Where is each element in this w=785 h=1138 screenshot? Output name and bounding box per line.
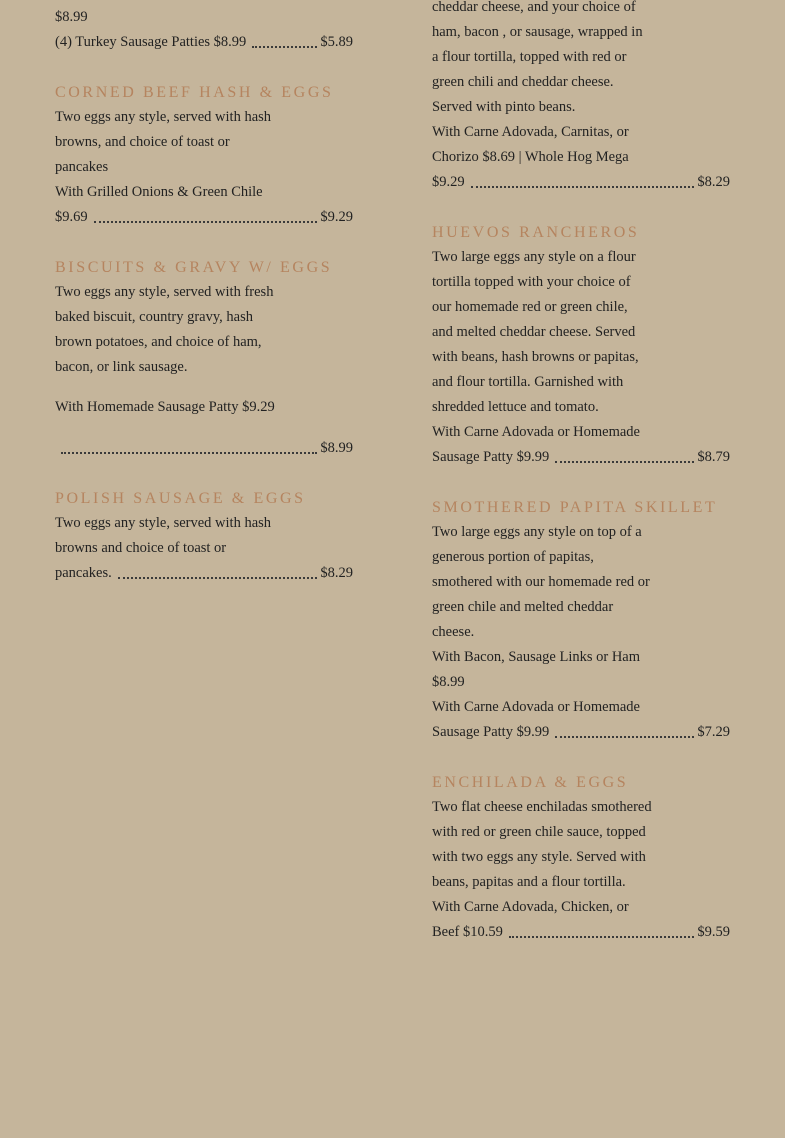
description-line: pancakes: [55, 159, 109, 175]
menu-item-price: $9.59: [697, 924, 730, 940]
description-line: ham, bacon , or sausage, wrapped in: [432, 24, 643, 40]
menu-column-left: [55, 5, 353, 611]
description-line: tortilla topped with your choice of: [432, 274, 631, 290]
description-line: With Carne Adovada, Chicken, or: [432, 899, 629, 915]
menu-item-price: $9.29: [320, 209, 353, 225]
description-line: cheese.: [432, 624, 475, 640]
description-line: Two flat cheese enchiladas smothered: [432, 799, 652, 815]
menu-item-huevos-rancheros: [432, 220, 730, 470]
menu-item-biscuits-and-gravy-w-eggs: [55, 255, 353, 461]
description-line: green chili and cheddar cheese.: [432, 74, 614, 90]
description-last-line: $9.69: [55, 209, 88, 225]
menu-item-price: $8.29: [697, 174, 730, 190]
menu-item-title: HUEVOS RANCHEROS: [432, 224, 640, 241]
menu-item-price: $7.29: [697, 724, 730, 740]
description-line: bacon, or link sausage.: [55, 359, 188, 375]
description-line: Two large eggs any style on a flour: [432, 249, 636, 265]
dotted-leader: [555, 736, 694, 738]
menu-item-title: SMOTHERED PAPITA SKILLET: [432, 499, 718, 516]
menu-item-price: $8.99: [320, 440, 353, 456]
menu-item-description: [55, 511, 285, 586]
description-line: with two eggs any style. Served with: [432, 849, 646, 865]
option-line: With Homemade Sausage Patty $9.29: [55, 399, 275, 415]
description-line: green chile and melted cheddar: [432, 599, 614, 615]
menu-item-description: [55, 105, 285, 230]
description-line: With Carne Adovada or Homemade: [432, 699, 640, 715]
dotted-leader: [61, 452, 317, 454]
description-line: with beans, hash browns or papitas,: [432, 349, 639, 365]
dotted-leader: [252, 46, 317, 48]
description-line: and flour tortilla. Garnished with: [432, 374, 624, 390]
description-line: and melted cheddar cheese. Served: [432, 324, 636, 340]
menu-item-description: [432, 0, 662, 195]
menu-item-description: [55, 5, 285, 55]
description-line: With Grilled Onions & Green Chile: [55, 184, 263, 200]
description-line: With Carne Adovada or Homemade: [432, 424, 640, 440]
description-line: a flour tortilla, topped with red or: [432, 49, 627, 65]
dotted-leader: [555, 461, 694, 463]
menu-item-description: [432, 795, 662, 945]
menu-item-title: ENCHILADA & EGGS: [432, 774, 629, 791]
description-line: shredded lettuce and tomato.: [432, 399, 599, 415]
menu-item-description: [55, 280, 285, 461]
description-line: $8.99: [432, 674, 465, 690]
dotted-leader: [94, 221, 318, 223]
description-last-line: pancakes.: [55, 565, 112, 581]
description-line: Chorizo $8.69 | Whole Hog Mega: [432, 149, 629, 165]
dotted-leader: [118, 577, 318, 579]
menu-item-corned-beef-hash-and-eggs: [55, 80, 353, 230]
description-line: Two eggs any style, served with hash: [55, 515, 272, 531]
menu-column-right: [432, 0, 730, 970]
description-line: With Bacon, Sausage Links or Ham: [432, 649, 641, 665]
description-line: beans, papitas and a flour tortilla.: [432, 874, 626, 890]
description-line: generous portion of papitas,: [432, 549, 594, 565]
dotted-leader: [471, 186, 695, 188]
menu-item-enchilada-and-eggs: [432, 770, 730, 945]
description-last-line: (4) Turkey Sausage Patties $8.99: [55, 34, 247, 50]
description-line: cheddar cheese, and your choice of: [432, 0, 636, 15]
menu-item-left-0: [55, 5, 353, 55]
menu-item-price: $8.29: [320, 565, 353, 581]
description-last-line: $9.29: [432, 174, 465, 190]
description-line: browns and choice of toast or: [55, 540, 227, 556]
description-line: brown potatoes, and choice of ham,: [55, 334, 262, 350]
description-line: Two eggs any style, served with hash: [55, 109, 272, 125]
description-line: Two eggs any style, served with fresh: [55, 284, 274, 300]
menu-item-right-0: [432, 0, 730, 195]
description-line: $8.99: [55, 9, 88, 25]
dotted-leader: [509, 936, 695, 938]
description-line: smothered with our homemade red or: [432, 574, 650, 590]
menu-item-title: CORNED BEEF HASH & EGGS: [55, 84, 334, 101]
description-line: with red or green chile sauce, topped: [432, 824, 646, 840]
description-line: With Carne Adovada, Carnitas, or: [432, 124, 629, 140]
menu-item-polish-sausage-and-eggs: [55, 486, 353, 586]
description-last-line: Beef $10.59: [432, 924, 503, 940]
description-last-line: Sausage Patty $9.99: [432, 449, 550, 465]
menu-item-description: [432, 245, 662, 470]
menu-item-description: [432, 520, 662, 745]
description-line: our homemade red or green chile,: [432, 299, 628, 315]
menu-item-price: $5.89: [320, 34, 353, 50]
description-line: Two large eggs any style on top of a: [432, 524, 642, 540]
menu-item-title: BISCUITS & GRAVY W/ EGGS: [55, 259, 333, 276]
description-line: baked biscuit, country gravy, hash: [55, 309, 253, 325]
menu-item-title: POLISH SAUSAGE & EGGS: [55, 490, 306, 507]
description-line: Served with pinto beans.: [432, 99, 576, 115]
description-line: browns, and choice of toast or: [55, 134, 230, 150]
menu-item-smothered-papita-skillet: [432, 495, 730, 745]
menu-item-price: $8.79: [697, 449, 730, 465]
description-last-line: Sausage Patty $9.99: [432, 724, 550, 740]
